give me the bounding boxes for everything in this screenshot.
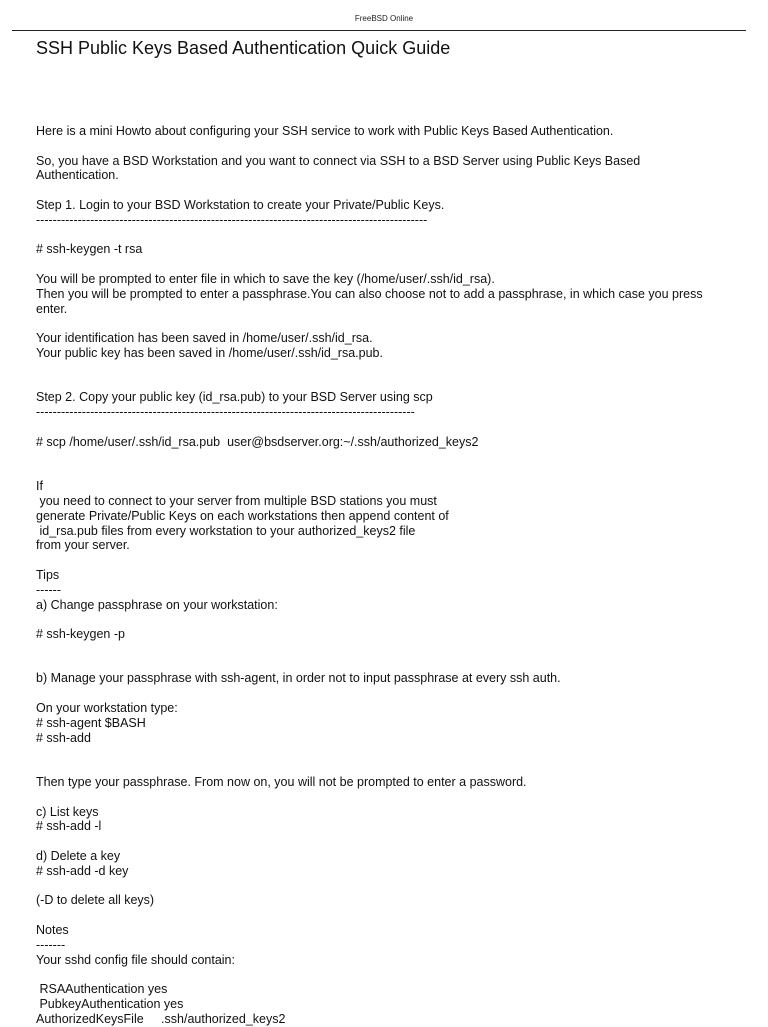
text-line: c) List keys	[36, 804, 99, 819]
text-line: # ssh-add -d key	[36, 863, 129, 878]
text-line: id_rsa.pub files from every workstation to your authorized_keys2 file	[36, 523, 416, 538]
text-line: enter.	[36, 301, 68, 316]
blank-line	[36, 464, 736, 479]
text-line: Your public key has been saved in /home/user/.ssh/id_rsa.pub.	[36, 345, 383, 360]
text-line: Your identification has been saved in /home/user/.ssh/id_rsa.	[36, 331, 373, 346]
blank-line	[36, 879, 736, 894]
text-line: # ssh-keygen -t rsa	[36, 242, 143, 257]
blank-line	[36, 376, 736, 391]
text-line: # scp /home/user/.ssh/id_rsa.pub user@bsdserver.org:~/.ssh/authorized_keys2	[36, 434, 479, 449]
blank-line	[36, 834, 736, 849]
text-line: Authentication.	[36, 168, 119, 183]
text-line: Tips	[36, 567, 60, 582]
blank-line	[36, 553, 736, 568]
blank-line	[36, 361, 736, 376]
text-line: RSAAuthentication yes	[36, 982, 168, 997]
text-line: On your workstation type:	[36, 701, 178, 716]
text-line: # ssh-keygen -p	[36, 627, 125, 642]
site-header: FreeBSD Online	[354, 14, 414, 23]
blank-line	[36, 450, 736, 465]
text-line: PubkeyAuthentication yes	[36, 997, 184, 1012]
text-line: # ssh-add	[36, 730, 91, 745]
text-line: ------	[36, 582, 61, 597]
text-line: d) Delete a key	[36, 849, 121, 864]
blank-line	[36, 657, 736, 672]
page-title: SSH Public Keys Based Authentication Quick Guide	[36, 38, 451, 58]
blank-line	[36, 642, 736, 657]
text-line: Here is a mini Howto about configuring your SSH service to work with Public Keys Based Authentication.	[36, 124, 614, 138]
text-line: Step 1. Login to your BSD Workstation to create your Private/Public Keys.	[36, 197, 445, 212]
blank-line	[36, 745, 736, 760]
text-line: Then you will be prompted to enter a passphrase.You can also choose not to add a passphrase, in which case you press	[36, 286, 703, 301]
blank-line	[36, 139, 736, 154]
blank-line	[36, 967, 736, 982]
text-line: Then type your passphrase. From now on, you will not be prompted to enter a password.	[36, 775, 527, 790]
text-line: -------------------------------------------------------------------------------------------	[36, 405, 415, 420]
text-line: Notes	[36, 923, 69, 938]
text-line: If	[36, 479, 43, 494]
header-divider	[12, 30, 746, 31]
text-line: you need to connect to your server from multiple BSD stations you must	[36, 493, 437, 508]
blank-line	[36, 760, 736, 775]
text-line: # ssh-agent $BASH	[36, 715, 146, 730]
text-line: b) Manage your passphrase with ssh-agent, in order not to input passphrase at every ssh auth.	[36, 671, 561, 686]
blank-line	[36, 316, 736, 331]
article-body	[36, 124, 736, 1027]
text-line: -------	[36, 937, 66, 952]
text-line: a) Change passphrase on your workstation:	[36, 597, 278, 612]
blank-line	[36, 228, 736, 243]
text-line: Your sshd config file should contain:	[36, 952, 235, 967]
text-line: (-D to delete all keys)	[36, 893, 155, 908]
text-line: AuthorizedKeysFile .ssh/authorized_keys2	[36, 1011, 286, 1026]
blank-line	[36, 908, 736, 923]
blank-line	[36, 790, 736, 805]
text-line: Step 2. Copy your public key (id_rsa.pub) to your BSD Server using scp	[36, 390, 433, 405]
text-line: from your server.	[36, 538, 130, 553]
blank-line	[36, 257, 736, 272]
text-line: You will be prompted to enter file in which to save the key (/home/user/.ssh/id_rsa).	[36, 271, 495, 286]
blank-line	[36, 183, 736, 198]
text-line: So, you have a BSD Workstation and you want to connect via SSH to a BSD Server using Public Keys Based	[36, 153, 641, 168]
blank-line	[36, 612, 736, 627]
blank-line	[36, 420, 736, 435]
text-line: generate Private/Public Keys on each workstations then append content of	[36, 508, 449, 523]
text-line: ----------------------------------------------------------------------------------------------	[36, 212, 428, 227]
text-line: # ssh-add -l	[36, 819, 102, 834]
blank-line	[36, 686, 736, 701]
